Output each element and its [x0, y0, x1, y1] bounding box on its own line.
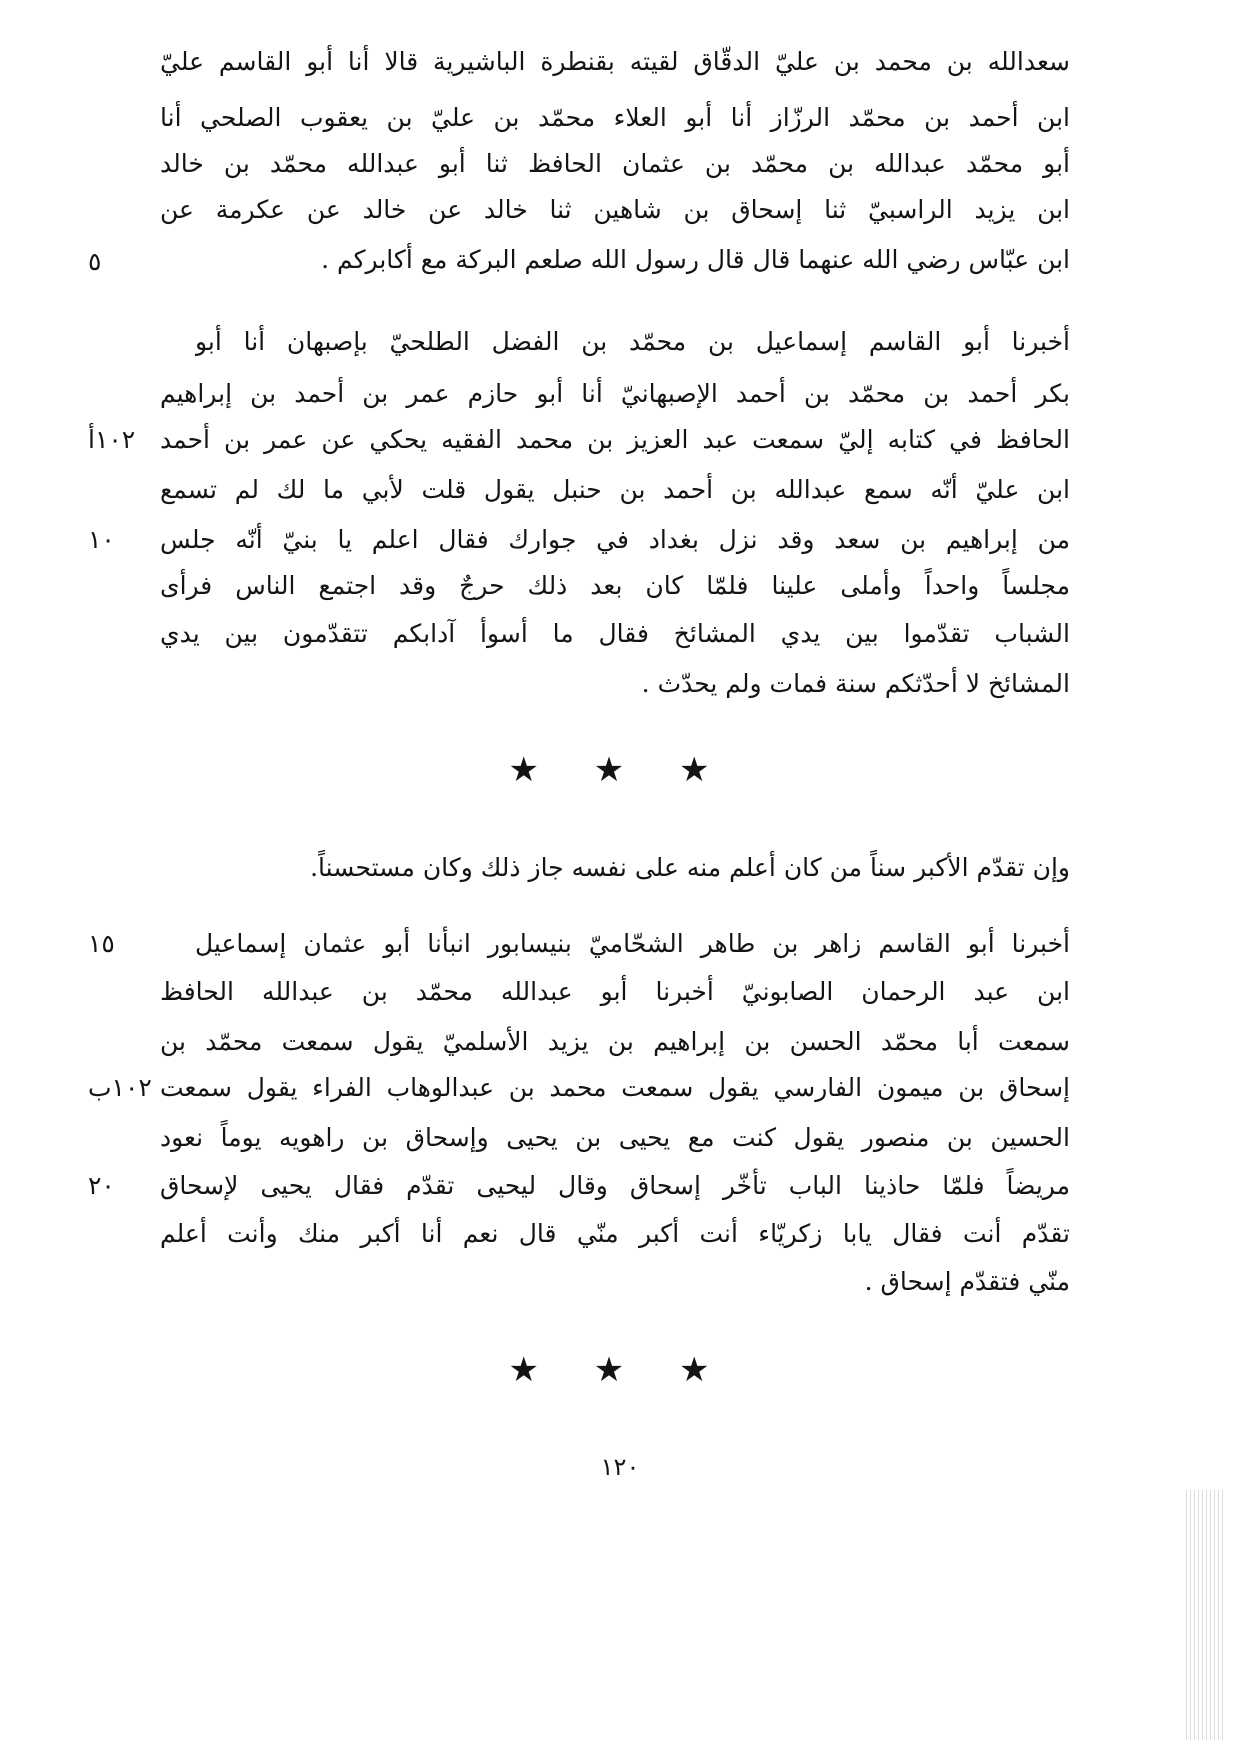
page-number: ١٢٠ — [600, 1453, 640, 1481]
line-number-marker: ١٠ — [88, 525, 115, 554]
text-line: ابن عبّاس رضي الله عنهما قال قال رسول الله صلعم البركة مع أكابركم . — [321, 245, 1070, 274]
text-line: تقدّم أنت فقال يابا زكريّاء أنت أكبر منّي قال نعم أنا أكبر منك وأنت أعلم — [160, 1219, 1070, 1248]
text-line: منّي فتقدّم إسحاق . — [864, 1267, 1070, 1296]
folio-marker: ١٠٢أ — [88, 425, 136, 454]
text-line: ابن عليّ أنّه سمع عبدالله بن أحمد بن حنبل يقول قلت لأبي ما لك لم تسمع — [160, 475, 1070, 504]
scan-edge-artifact — [1186, 1490, 1226, 1740]
line-number-marker: ٢٠ — [88, 1171, 115, 1200]
text-line: مريضاً فلمّا حاذينا الباب تأخّر إسحاق وقال ليحيى تقدّم فقال يحيى لإسحاق — [160, 1171, 1070, 1200]
text-line: ابن أحمد بن محمّد الرزّاز أنا أبو العلاء محمّد بن عليّ بن يعقوب الصلحي أنا — [160, 103, 1070, 132]
line-number-marker: ١٥ — [88, 929, 115, 958]
folio-marker: ١٠٢ب — [88, 1073, 152, 1102]
text-line: المشائخ لا أحدّثكم سنة فمات ولم يحدّث . — [641, 669, 1070, 698]
text-line: إسحاق بن ميمون الفارسي يقول سمعت محمد بن عبدالوهاب الفراء يقول سمعت — [160, 1073, 1070, 1102]
text-line: بكر أحمد بن محمّد بن أحمد الإصبهانيّ أنا أبو حازم عمر بن أحمد بن إبراهيم — [160, 379, 1070, 408]
text-line: وإن تقدّم الأكبر سناً من كان أعلم منه على نفسه جاز ذلك وكان مستحسناً. — [310, 853, 1070, 882]
line-number-marker: ٥ — [88, 247, 102, 276]
text-line: مجلساً واحداً وأملى علينا فلمّا كان بعد ذلك حرجٌ وقد اجتمع الناس فرأى — [160, 571, 1070, 600]
text-line: سمعت أبا محمّد الحسن بن إبراهيم بن يزيد الأسلميّ يقول سمعت محمّد بن — [160, 1027, 1070, 1056]
text-line: الحافظ في كتابه إليّ سمعت عبد العزيز بن محمد الفقيه يحكي عن عمر بن أحمد — [160, 425, 1070, 454]
section-divider: ★ ★ ★ — [508, 1350, 732, 1390]
text-line: أخبرنا أبو القاسم زاهر بن طاهر الشحّاميّ بنيسابور انبأنا أبو عثمان إسماعيل — [195, 929, 1070, 958]
text-line: ابن عبد الرحمان الصابونيّ أخبرنا أبو عبدالله محمّد بن عبدالله الحافظ — [160, 977, 1070, 1006]
text-line: ابن يزيد الراسبيّ ثنا إسحاق بن شاهين ثنا خالد عن خالد عن عكرمة عن — [160, 195, 1070, 224]
text-line: أبو محمّد عبدالله بن محمّد بن عثمان الحافظ ثنا أبو عبدالله محمّد بن خالد — [160, 149, 1070, 178]
text-line: سعدالله بن محمد بن عليّ الدقّاق لقيته بقنطرة الباشيرية قالا أنا أبو القاسم عليّ — [160, 47, 1070, 76]
text-line: من إبراهيم بن سعد وقد نزل بغداد في جوارك فقال اعلم يا بنيّ أنّه جلس — [160, 525, 1070, 554]
section-divider: ★ ★ ★ — [508, 750, 732, 790]
text-line: أخبرنا أبو القاسم إسماعيل بن محمّد بن الفضل الطلحيّ بإصبهان أنا أبو — [195, 327, 1070, 356]
text-line: الشباب تقدّموا بين يدي المشائخ فقال ما أسوأ آدابكم تتقدّمون بين يدي — [160, 619, 1070, 648]
text-line: الحسين بن منصور يقول كنت مع يحيى بن يحيى وإسحاق بن راهويه يوماً نعود — [160, 1123, 1070, 1152]
